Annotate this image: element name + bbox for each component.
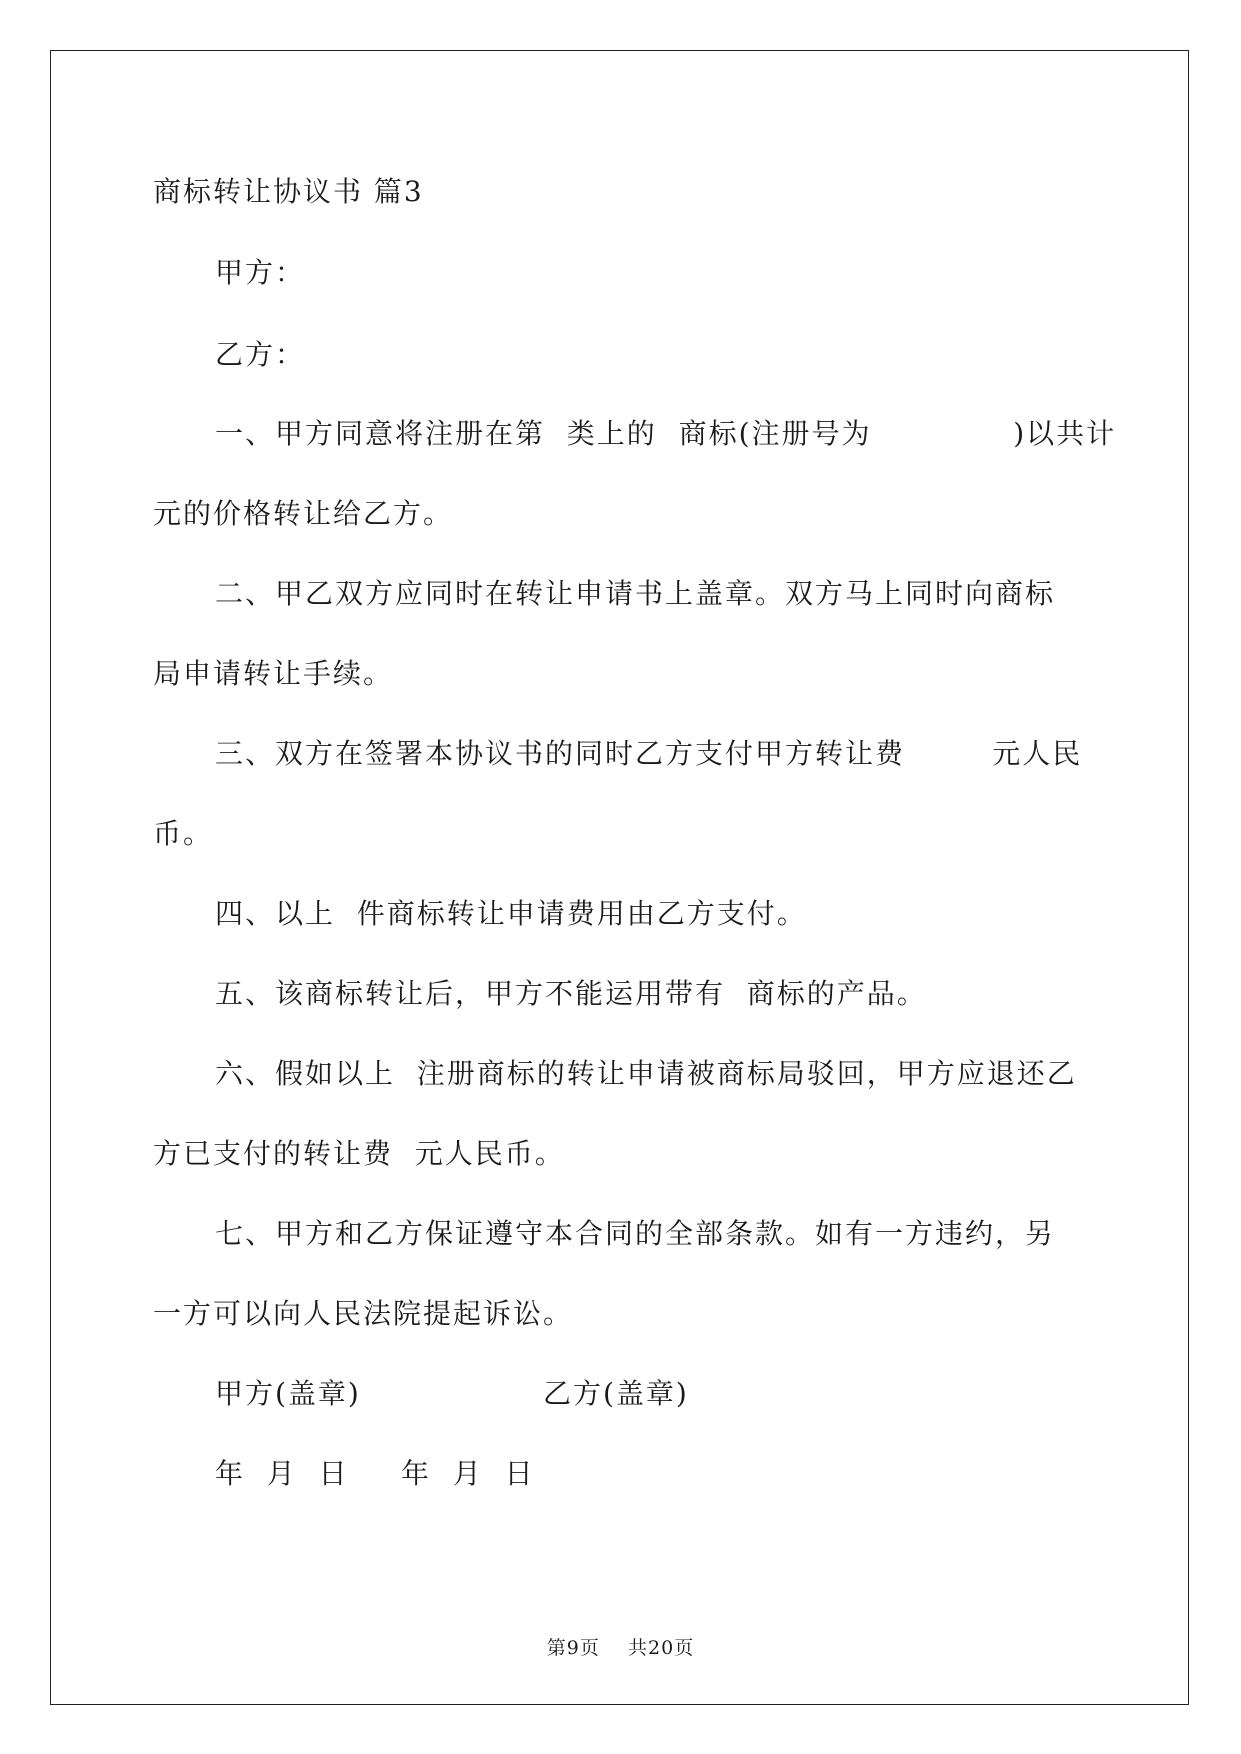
clause-7-line-2: 一方可以向人民法院提起诉讼。 (153, 1297, 574, 1330)
clause-2-line-2: 局申请转让手续。 (153, 657, 394, 690)
date-party-b: 年 月 日 (401, 1457, 535, 1490)
seal-party-a: 甲方(盖章) (215, 1377, 361, 1410)
seal-party-b: 乙方(盖章) (543, 1377, 689, 1410)
clause-3-line-2: 币。 (153, 817, 214, 850)
clause-1-line-1: 一、甲方同意将注册在第 类上的 商标(注册号为 )以共计 (215, 417, 1117, 450)
document-title: 商标转让协议书 篇3 (153, 175, 424, 208)
clause-1-line-2: 元的价格转让给乙方。 (153, 497, 454, 530)
page-number-footer: 第9页 共20页 (546, 1637, 695, 1659)
clause-5: 五、该商标转让后，甲方不能运用带有 商标的产品。 (215, 977, 927, 1010)
clause-6-line-2: 方已支付的转让费 元人民币。 (153, 1137, 565, 1170)
date-party-a: 年 月 日 (215, 1457, 349, 1490)
party-a-label: 甲方： (215, 256, 306, 289)
party-b-label: 乙方： (215, 338, 306, 371)
clause-3-line-1: 三、双方在签署本协议书的同时乙方支付甲方转让费 元人民 (215, 737, 1083, 770)
clause-2-line-1: 二、甲乙双方应同时在转让申请书上盖章。双方马上同时向商标 (215, 577, 1056, 610)
clause-7-line-1: 七、甲方和乙方保证遵守本合同的全部条款。如有一方违约，另 (215, 1217, 1056, 1250)
clause-4: 四、以上 件商标转让申请费用由乙方支付。 (215, 897, 807, 930)
clause-6-line-1: 六、假如以上 注册商标的转让申请被商标局驳回，甲方应退还乙 (215, 1057, 1077, 1090)
